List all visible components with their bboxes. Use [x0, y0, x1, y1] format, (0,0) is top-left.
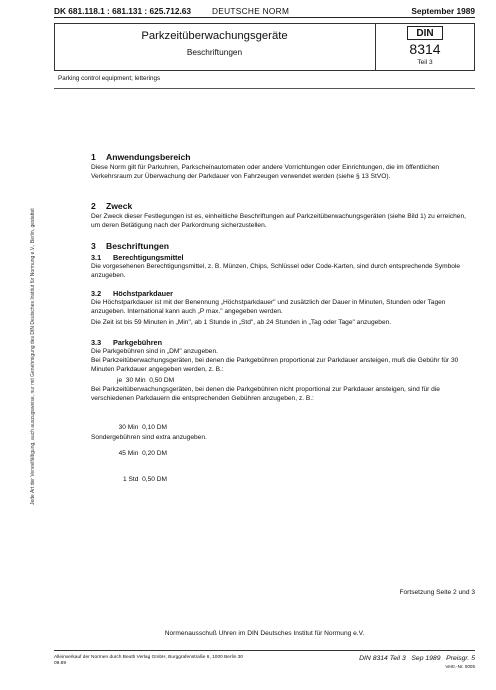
- header-rule: [54, 17, 475, 18]
- section-3-1-text: Die vorgesehenen Berechtigungsmittel, z. B. Münzen, Chips, Schlüssel oder Code-Karten, sind durch entsprechende Symbole anzugeben.: [91, 263, 461, 279]
- english-title-rule: [54, 88, 475, 89]
- document-subtitle: Beschriftungen: [186, 47, 243, 57]
- footer-vertr-nr: Vertr.-Nr. 0005: [445, 664, 475, 669]
- section-3-3-heading: 3.3 Parkgebühren: [91, 338, 163, 347]
- section-3-3-text-3: Bei Parkzeitüberwachungsgeräten, bei denen die Parkgebühren nicht proportional zur Parkdauer ansteigen, sind für die verschiedenen Parkdauern die entsprechenden Gebühren anzugeben, z. B.:: [91, 386, 440, 402]
- fee-example-item: 1 Std 0,50 DM: [123, 476, 167, 484]
- udc-classification: DK 681.118.1 : 681.131 : 625.712.63: [54, 6, 192, 16]
- footer-document-ref: DIN 8314 Teil 3 Sep 1989 Preisgr. 5: [359, 655, 475, 662]
- section-3-3-text-2: Bei Parkzeitüberwachungsgeräten, bei denen die Parkgebühren proportional zur Parkdauer ansteigen, muß die Gebühr für 30 Minuten Parkdauer angegeben werden, z. B.:: [91, 357, 459, 373]
- footer-publisher-text: Alleinverkauf der Normen durch Beuth Verlag GmbH, Burggrafenstraße 6, 1000 Berlin 30: [54, 655, 244, 660]
- section-3-3-text-1: Die Parkgebühren sind in „DM" anzugeben.: [91, 348, 218, 355]
- footer-rule: [54, 650, 475, 651]
- norm-label: DEUTSCHE NORM: [212, 6, 290, 16]
- fee-example-list: [113, 406, 167, 494]
- fee-example-item: 30 Min 0,10 DM: [118, 423, 167, 431]
- section-1-text: Diese Norm gilt für Parkuhren, Parkscheinautomaten oder andere Vorrichtungen oder Einrichtungen, die im öffentlichen Verkehrsraum zur Überwachung der Parkdauer von Fahrzeugen verwendet werden (siehe § 13 StVO).: [91, 164, 440, 180]
- section-1-heading: 1 Anwendungsbereich: [91, 152, 191, 162]
- footer-date-code: 09.89: [54, 661, 67, 666]
- din-number: 8314: [409, 41, 441, 57]
- section-3-2-text-2: Die Zeit ist bis 59 Minuten in „Min", ab 1 Stunde in „Std", ab 24 Stunden in „Tag oder Tage" anzugeben.: [91, 319, 392, 326]
- section-2-heading: 2 Zweck: [91, 201, 133, 211]
- issue-date: September 1989: [411, 6, 475, 16]
- section-3-1-heading: 3.1 Berechtigungsmittel: [91, 253, 184, 262]
- section-3-2-heading: 3.2 Höchstparkdauer: [91, 289, 174, 298]
- committee-name: Normenausschuß Uhren im DIN Deutsches Institut für Normung e.V.: [164, 630, 365, 637]
- section-3-2-text-1: Die Höchstparkdauer ist mit der Benennung „Höchstparkdauer" und zusätzlich der Dauer in Minuten, Stunden oder Tagen anzugeben. International kann auch „P max." angegeben werden.: [91, 299, 446, 315]
- copyright-side-note: Jede Art der Vervielfältigung, auch auszugsweise, nur mit Genehmigung des DIN Deutsches Institut für Normung e.V., Berlin, gestattet: [30, 208, 36, 505]
- din-logo: DIN: [407, 26, 443, 40]
- english-title: Parking control equipment; letterings: [58, 75, 161, 82]
- section-3-heading: 3 Beschriftungen: [91, 241, 170, 251]
- continuation-note: Fortsetzung Seite 2 und 3: [399, 589, 475, 596]
- section-3-3-text-4: Sondergebühren sind extra anzugeben.: [91, 434, 207, 441]
- fee-example-proportional: je 30 Min 0,50 DM: [117, 377, 175, 384]
- document-title: Parkzeitüberwachungsgeräte: [141, 30, 288, 42]
- footer-publisher: [54, 655, 243, 667]
- fee-example-item: 45 Min 0,20 DM: [118, 449, 167, 457]
- section-2-text: Der Zweck dieser Festlegungen ist es, einheitliche Beschriftungen auf Parkzeitüberwachungsgeräten (siehe Bild 1) zu erreichen, um deren Betätigung nach der Parkordnung sicherzustellen.: [91, 213, 466, 229]
- din-part: Teil 3: [417, 59, 433, 66]
